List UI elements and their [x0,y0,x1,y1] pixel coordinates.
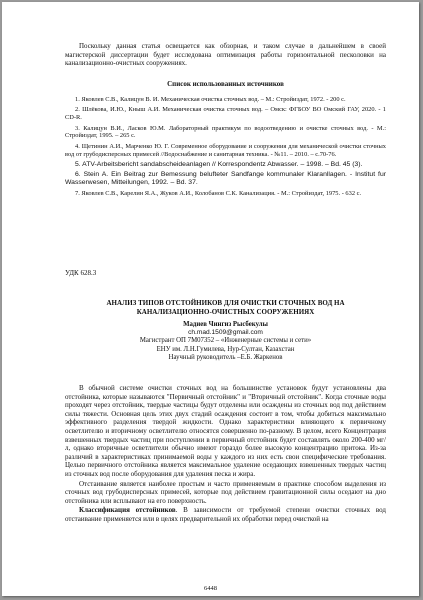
author-block [65,321,386,362]
document-page [2,2,419,596]
reference-item: 4. Щетинин А.И., Марченко Ю. Г. Современное оборудование и сооружения для механической очистки сточных вод от грубодисперсных примесей //Водоснабжение и санитарная техника. - №11. – 2010. – с.70-76. [65,142,386,158]
references-heading-text: Список использованных источников [167,80,284,88]
author-name: Мадиев Чингиз Рысбекулы [183,321,268,328]
body-paragraph: Отстаивание является наиболее простым и часто применяемым в практике способом выделения из сточных вод грубодисперсных примесей, которые под действием гравитационной силы оседают на дно отстойника или всплывают на его поверхность. [65,479,386,505]
body-text [65,384,386,524]
reference-item: 6. Stein A. Ein Beitrag zur Bemessung belufteter Sandfange kommunaler Klaranllagen. - Institut fur Wasserwesen, Mitteilungen, 1992. – Bd. 37. [65,171,386,187]
article-title-text: АНАЛИЗ ТИПОВ ОТСТОЙНИКОВ ДЛЯ ОЧИСТКИ СТОЧНЫХ ВОД НА КАНАЛИЗАЦИОННО-ОЧИСТНЫХ СООРУЖЕНИЯХ [106,299,345,316]
reference-list [65,96,386,200]
author-program: Магистрант ОП 7М07352 – «Инженерные системы и сети» [139,337,312,345]
article-title [72,292,379,323]
references-heading [65,80,386,89]
body-paragraph-classification [65,506,386,523]
reference-item: 2. Шлёкова, И.Ю., Кныш А.И. Механическая очистка сточных вод. – Омск: ФГБОУ ВО Омский ГАУ, 2020. - 1 CD-R. [65,106,386,122]
author-email[interactable]: ch.mad.1509@gmail.com [188,329,263,337]
intro-paragraph [65,42,386,68]
reference-item: 1. Яковлев С.В., Калицун В. И. Механическая очистка сточных вод. – М.: Стройиздат, 1972. - 200 с. [75,96,346,103]
author-supervisor: Научный руководитель –Е.Б. Жаркенов [168,353,283,361]
reference-item: 5. ATV-Arbeitsbericht sandabscheideanlagen // Korrespondentz Abwasser. – 1998. – Bd. 45 (3). [75,160,363,168]
reference-item: 7. Яковлев С.В., Карелин Я.А., Жуков А.И., Колобанов С.К. Канализация. - М.: Стройиздат, 1975. - 632 с. [75,189,362,197]
udk-code [65,269,386,278]
body-paragraph: В обычной системе очистки сточных вод на большинстве установок будут установлены два отстойника, которые называются "Первичный отстойник" и "Вторичный отстойник". Когда сточные воды проходят через отстойник, твердые частицы будут отделены или осаждены из сточных вод под действием силы тяжести. Основная цель этих двух стадий осаждения состоит в том, чтобы добиться максимально эффективного разделения твердой жидкости. Однако характеристики влияющего к первичному осветлителю и вторичному осветлителю относятся совершенно по-разному. В целом, всего Концентрация взвешенных твердых частиц при поступлении в первичный отстойник будет составлять около 200-400 мг/л, однако вторичные осветлители обычно имеют гораздо более высокую концентрацию притока. Из-за различий в характеристиках принимаемой воды у каждого из них есть свои специфические требования. Целью первичного отстойника является максимальное удаление оседающих взвешенных твердых частиц из сточных вод после оборудования для удаления песка и жира. [65,384,386,478]
reference-item: 3. Калицун В.И., Ласков Ю.М. Лабораторный практикум по водоотведению и очистке сточных вод. - М.: Стройиздат, 1995. – 265 с. [65,124,386,140]
classification-lead: Классификация отстойников [79,506,176,515]
author-university: ЕНУ им. Л.Н.Гумилева, Нур-Султан, Казахстан [156,345,295,353]
intro-text: Поскольку данная статья освещается как обзорная, и таком случае в дальнейшем в своей магистерской диссертации будет исследована оптимизация работы горизонтальной песколовки на канализационно-очистных сооружениях. [65,42,386,68]
classification-rest: . В зависимости от требуемой степени очистки сточных вод отстаивание применяется или в целях предварительной их обработки перед очисткой на [65,506,386,523]
page-number: 6448 [204,585,217,592]
udk-text: УДК 628.3 [65,269,97,277]
